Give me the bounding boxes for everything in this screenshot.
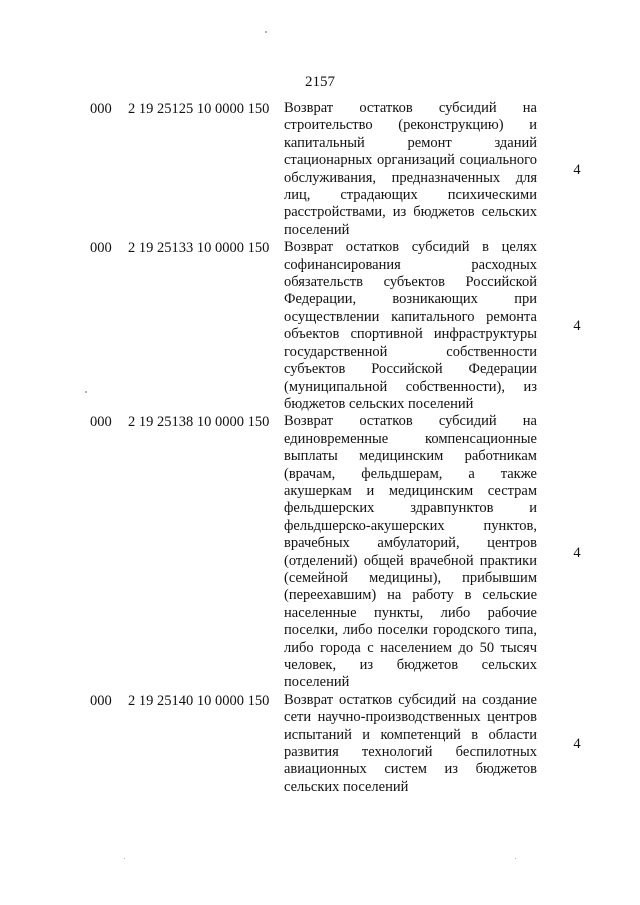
scan-speck: [85, 391, 87, 393]
admin-code: 000: [90, 692, 112, 709]
admin-code: 000: [90, 414, 112, 431]
scan-speck: [265, 31, 267, 33]
budget-classification-code: 2 19 25133 10 0000 150: [128, 240, 270, 257]
distribution-norm: 4: [573, 318, 581, 335]
table-row: [0, 100, 640, 239]
income-description: Возврат остатков субсидий на создание сети научно-производственных центров испытаний и компетенций в области развития технологий беспилотных авиационных систем из бюджетов сельских поселений: [284, 691, 537, 795]
scan-speck: [124, 858, 125, 859]
income-description: Возврат остатков субсидий на единовременные компенсационные выплаты медицинским работникам (врачам, фельдшерам, а также акушеркам и медицинским сестрам фельдшерских здравпунктов и фельдшерско-акушерских пунктов, врачебных амбулаторий, центров (отделений) общей врачебной практики (семейной медицины), прибывшим (переехавшим) на работу в сельские населенные пункты, либо рабочие поселки, либо поселки городского типа, либо города с населением до 50 тысяч человек, из бюджетов сельских поселений: [284, 413, 537, 691]
budget-classification-code: 2 19 25138 10 0000 150: [128, 414, 270, 431]
table-row: [0, 413, 640, 692]
table-row: [0, 239, 640, 413]
admin-code: 000: [90, 101, 112, 117]
distribution-norm: 4: [573, 736, 581, 753]
budget-code-table: [0, 100, 640, 796]
budget-classification-code: 2 19 25140 10 0000 150: [128, 692, 270, 709]
distribution-norm: 4: [573, 544, 581, 561]
admin-code: 000: [90, 240, 112, 257]
table-row: [0, 692, 640, 796]
page-number: 2157: [305, 74, 335, 90]
income-description: Возврат остатков субсидий на строительство (реконструкцию) и капитальный ремонт зданий стационарных организаций социального обслуживания, предназначенных для лиц, страдающих психическими расстройствами, из бюджетов сельских поселений: [284, 100, 537, 238]
scan-speck: [515, 858, 516, 859]
distribution-norm: 4: [573, 161, 581, 178]
budget-classification-code: 2 19 25125 10 0000 150: [128, 101, 270, 117]
income-description: Возврат остатков субсидий в целях софинансирования расходных обязательств субъектов Российской Федерации, возникающих при осуществлении капитального ремонта объектов спортивной инфраструктуры государственной собственности субъектов Российской Федерации (муниципальной собственности), из бюджетов сельских поселений: [284, 239, 537, 412]
